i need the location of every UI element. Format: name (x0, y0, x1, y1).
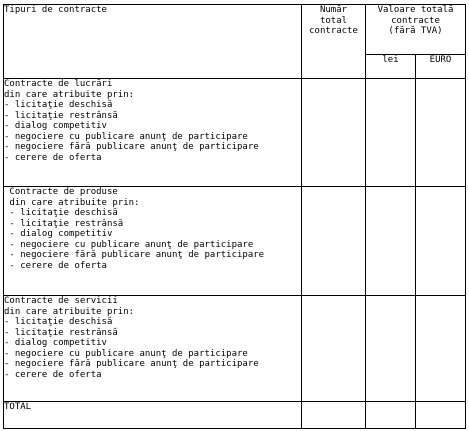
works-lei-cell[interactable] (366, 79, 416, 187)
list-item: - licitaţie deschisă (4, 317, 113, 327)
list-item: - dialog competitiv (4, 338, 107, 348)
list-item: - licitaţie restrânsă (4, 218, 124, 229)
block-row-works (4, 79, 466, 187)
total-row (4, 402, 466, 429)
header-contract-types (4, 5, 302, 79)
header-contract-types-label: Tipuri de contracte (4, 5, 107, 15)
header-currency-euro: EURO (416, 55, 466, 79)
header-value-line-1: Valoare totală (377, 5, 454, 15)
header-value-line-2: contracte (391, 15, 440, 26)
list-item: - dialog competitiv (4, 121, 107, 131)
block-title: Contracte de lucrări (4, 79, 113, 89)
list-item: - negociere cu publicare anunţ de participare (4, 131, 248, 142)
block-title: Contracte de produse (4, 187, 118, 197)
total-count-cell[interactable] (302, 402, 366, 429)
block-works (4, 79, 302, 187)
list-item: - licitaţie restrânsă (4, 110, 118, 121)
total-label: TOTAL (4, 402, 302, 429)
block-subtitle: din care atribuite prin: (4, 89, 135, 100)
total-lei-cell[interactable] (366, 402, 416, 429)
block-products (4, 187, 302, 296)
header-count-line-3: contracte (309, 26, 358, 36)
block-services (4, 296, 302, 402)
services-count-cell[interactable] (302, 296, 366, 402)
list-item: - cerere de oferta (4, 369, 102, 380)
works-euro-cell[interactable] (416, 79, 466, 187)
products-euro-cell[interactable] (416, 187, 466, 296)
list-item: - negociere fără publicare anunţ de participare (4, 250, 265, 260)
list-item: - negociere cu publicare anunţ de participare (4, 348, 248, 359)
works-count-cell[interactable] (302, 79, 366, 187)
header-count-line-1: Număr (319, 5, 348, 15)
contracts-table (3, 4, 466, 429)
services-lei-cell[interactable] (366, 296, 416, 402)
block-subtitle: din care atribuite prin: (4, 197, 140, 208)
header-total-count (302, 5, 366, 79)
contracts-table-sheet (3, 4, 465, 428)
block-row-products (4, 187, 466, 296)
list-item: - licitaţie restrânsă (4, 327, 118, 338)
list-item: - cerere de oferta (4, 152, 102, 163)
list-item: - negociere fără publicare anunţ de participare (4, 359, 259, 369)
products-lei-cell[interactable] (366, 187, 416, 296)
services-euro-cell[interactable] (416, 296, 466, 402)
header-value-line-3: (fără TVA) (388, 26, 443, 36)
header-total-value (366, 5, 466, 55)
block-subtitle: din care atribuite prin: (4, 306, 135, 317)
list-item: - dialog competitiv (4, 229, 113, 239)
products-count-cell[interactable] (302, 187, 366, 296)
list-item: - cerere de oferta (4, 260, 107, 271)
list-item: - negociere fără publicare anunţ de participare (4, 142, 259, 152)
list-item: - negociere cu publicare anunţ de participare (4, 239, 254, 250)
header-count-line-2: total (319, 15, 348, 26)
header-currency-lei: lei (366, 55, 416, 79)
header-row (4, 5, 466, 55)
block-row-services (4, 296, 466, 402)
total-euro-cell[interactable] (416, 402, 466, 429)
block-title: Contracte de servicii (4, 296, 118, 306)
list-item: - licitaţie deschisă (4, 100, 113, 110)
list-item: - licitaţie deschisă (4, 208, 118, 218)
